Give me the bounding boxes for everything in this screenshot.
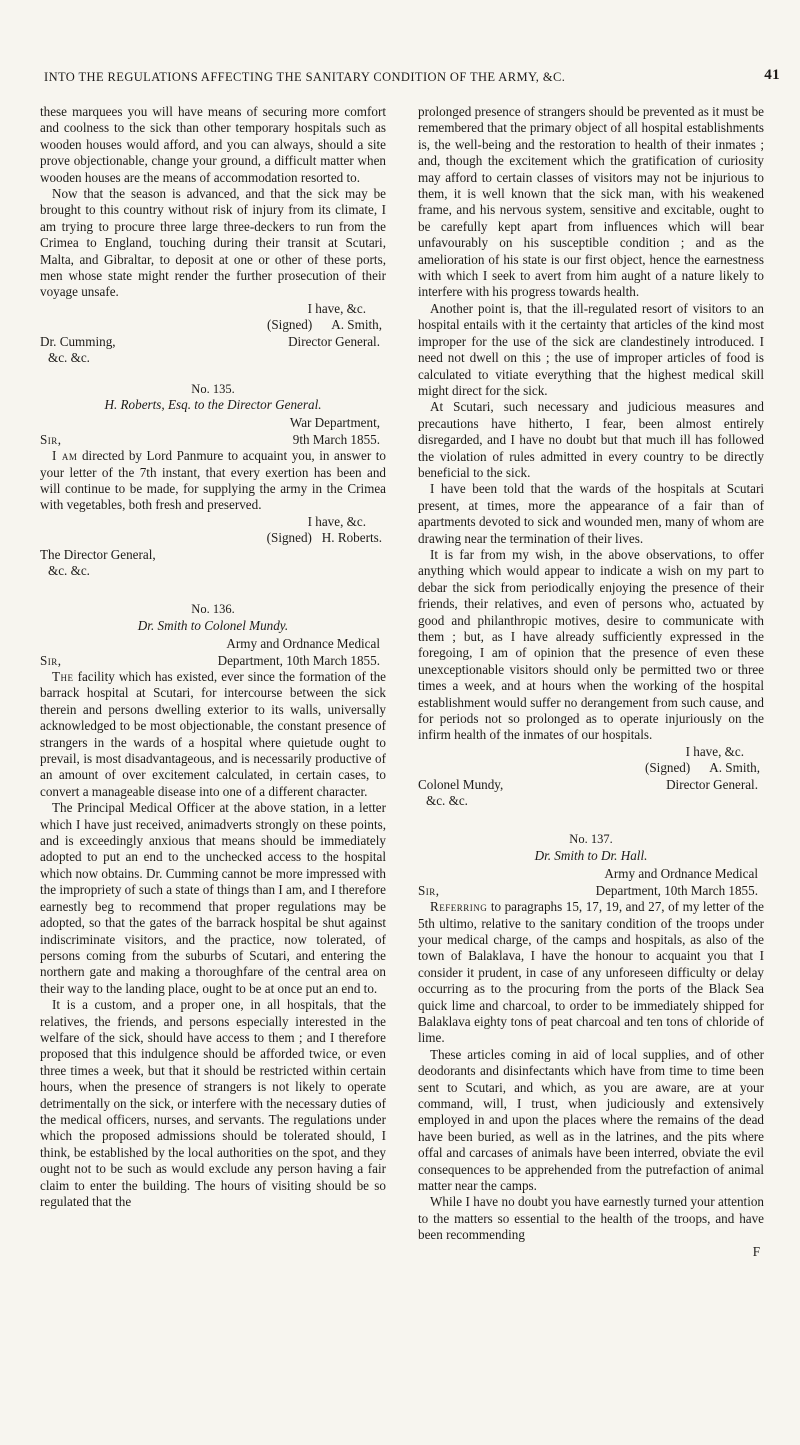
signed-line: (Signed) A. Smith, bbox=[645, 760, 760, 776]
closing-line: I have, &c. bbox=[685, 743, 744, 759]
closing-line: I have, &c. bbox=[307, 513, 366, 529]
paragraph: I have been told that the wards of the hospitals at Scutari present, at times, more the appearance of a fair than of apartments devoted to sick and wounded men, many of whom are drawing near the termination of their lives. bbox=[418, 481, 764, 546]
running-title: INTO THE REGULATIONS AFFECTING THE SANITARY CONDITION OF THE ARMY, &C. bbox=[44, 70, 566, 84]
department-date: Department, 10th March 1855. bbox=[217, 652, 380, 668]
paragraph-text: facility which has existed, ever since the formation of the barrack hospital at Scutari, for intercourse between the sick therein and persons dwelling exterior to its walls, universally acknowledged to be most objectionable, the constant presence of strangers in the wards of a hospital where quietude ought to prevail, is most disadvantageous, and is necessarily productive of an amount of over excitement calculated, in certain cases, to convert a manageable disease into one of a different character. bbox=[40, 669, 386, 799]
addressee: Dr. Cumming, bbox=[40, 333, 116, 349]
salutation-row bbox=[40, 432, 386, 448]
letter-title: H. Roberts, Esq. to the Director General. bbox=[104, 396, 322, 412]
paragraph bbox=[40, 448, 386, 514]
addressee: The Director General, bbox=[40, 546, 156, 562]
signer-title: Director General. bbox=[288, 333, 380, 349]
salutation-row bbox=[418, 883, 764, 899]
salutation: Sir, bbox=[40, 431, 62, 447]
paragraph: It is far from my wish, in the above observations, to offer anything which would appear to indicate a wish on my part to debar the sick from periodically enjoying the presence of their friends, their relatives, and even of persons who, actuated by good and philanthropic motives, desire to communicate with them ; but, as I have already sufficiently expressed in the foregoing, I am of opinion that the presence of even these unexceptionable visitors should only be permitted two or three times a week, and at hours when the working of the hospital establishment would suffer no derangement from such cause, and for periods not so prolonged as to operate injuriously on the infirm health of the inmates of our hospitals. bbox=[418, 546, 764, 743]
right-column bbox=[418, 104, 764, 1260]
letter-date: 9th March 1855. bbox=[292, 431, 380, 447]
letter-number: No. 137. bbox=[569, 832, 613, 847]
paragraph bbox=[418, 899, 764, 1047]
paragraph bbox=[40, 669, 386, 800]
running-head bbox=[30, 67, 780, 90]
paragraph: It is a custom, and a proper one, in all hospitals, that the relatives, the friends, and persons especially interested in the welfare of the sick, should have access to them ; and I therefore proposed that this indulgence should be afforded twice, or even three times a week, but that it should be restricted within certain hours, when the presence of strangers is not likely to operate detrimentally on the sick, or interfere with the necessary duties of the medical officers, nurses, and servants. The regulations under which the proposed admissions should be tolerated should, I think, be established by the local authorities on the spot, and they ought not to be such as would exclude any person having a fair claim to enter the building. The hours of visiting should be so regulated that the bbox=[40, 997, 386, 1209]
etc-line: &c. &c. bbox=[426, 793, 468, 809]
signature-block bbox=[40, 514, 386, 580]
department-line: Army and Ordnance Medical bbox=[604, 866, 758, 882]
closing-line: I have, &c. bbox=[307, 300, 366, 316]
signature-block bbox=[418, 744, 764, 810]
letter-number: No. 135. bbox=[191, 381, 235, 396]
lead-word: I am bbox=[52, 448, 78, 464]
paragraph: While I have no doubt you have earnestly turned your attention to the matters so essential to the health of the troops, and have been recommending bbox=[418, 1194, 764, 1243]
paragraph-text: directed by Lord Panmure to acquaint you, in answer to your letter of the 7th instant, that every exertion has been and will continue to be made, for supplying the army in the Crimea with vegetables, both fresh and preserved. bbox=[40, 448, 386, 513]
salutation: Sir, bbox=[418, 882, 440, 898]
department-date: Department, 10th March 1855. bbox=[595, 882, 758, 898]
paragraph: At Scutari, such necessary and judicious measures and precautions have hitherto, I fear, been almost entirely disregarded, and I have no doubt but that much ill has followed the violation of rules admitted in every country to be directly beneficial to the sick. bbox=[418, 399, 764, 480]
salutation-row bbox=[40, 653, 386, 669]
department-line: Army and Ordnance Medical bbox=[226, 636, 380, 652]
addressee: Colonel Mundy, bbox=[418, 776, 504, 792]
paragraph: Another point is, that the ill-regulated resort of visitors to an hospital entails with it the certainty that articles of the kind most improper for the use of the sick are clandestinely introduced. I need not dwell on this ; the use of improper articles of food is calculated to vitiate everything that the highest medical skill might direct for the sick. bbox=[418, 300, 764, 398]
paragraph: Now that the season is advanced, and that the sick may be brought to this country without risk of injury from its climate, I am trying to procure three large three-deckers to run from the Crimea to England, touching during their transit at Scutari, Malta, and Gibraltar, to deposit at one or other of these ports, men whose state might render the further prosecution of their voyage unsafe. bbox=[40, 186, 386, 300]
lead-word: Referring bbox=[430, 899, 488, 915]
signed-line: (Signed) A. Smith, bbox=[267, 317, 382, 333]
department-line: War Department, bbox=[289, 415, 380, 431]
salutation: Sir, bbox=[40, 652, 62, 668]
paragraph: these marquees you will have means of securing more comfort and coolness to the sick than other temporary hospitals such as wooden houses would afford, and you can always, should a site prove objectionable, change your ground, a difficult matter when wooden houses are the means of accommodation resorted to. bbox=[40, 104, 386, 185]
left-column bbox=[40, 104, 386, 1210]
catchword: F bbox=[752, 1243, 760, 1259]
paragraph: The Principal Medical Officer at the above station, in a letter which I have just received, animadverts strongly on these points, and is exceedingly anxious that means should be immediately adopted to put an end to the unchecked access to the hospital which now obtains. Dr. Cumming cannot be more impressed with the impropriety of such a state of things than I am, and I therefore earnestly beg to recommend that proper regulations may be adopted, so that the gates of the barrack hospital be shut against indiscriminate visitors, and the practice, now tolerated, of persons coming from the suburbs of Scutari, and entering the northern gate and making a thoroughfare of the central area on their way to the landing place, ought to be at once put an end to. bbox=[40, 800, 386, 996]
lead-word: The bbox=[52, 669, 74, 684]
paragraph-text: to paragraphs 15, 17, 19, and 27, of my letter of the 5th ultimo, relative to the sanitary condition of the troops under your medical charge, of the camps and hospitals, as also of the town of Balaklava, I have the honour to acquaint you that I consider it prudent, in case of any unforeseen difficulty or delay occurring as to the procuring from the ports of the Black Sea quick lime and charcoal, to order to be immediately shipped for Balaklava eighty tons of peat charcoal and ten tons of chloride of lime. bbox=[418, 899, 764, 1046]
signed-line: (Signed) H. Roberts. bbox=[266, 530, 382, 546]
letter-title: Dr. Smith to Colonel Mundy. bbox=[137, 617, 289, 633]
etc-line: &c. &c. bbox=[48, 562, 90, 578]
letter-title: Dr. Smith to Dr. Hall. bbox=[534, 847, 648, 863]
signature-block bbox=[40, 301, 386, 367]
paragraph: prolonged presence of strangers should be prevented as it must be remembered that the primary object of all hospital establishments is, the well-being and the restoration to health of their inmates ; and, though the excitement which the gratification of curiosity may afford to certain classes of visitors may not be injurious to them, it is well known that the sick man, with his weakened frame, and his nervous system, sensitive and excitable, ought to be carefully kept apart from influences which will bear unfavourably on his susceptible condition ; and as the amelioration of his state is our first object, hence the earnestness with which I seek to avert from him aught of a nature likely to interfere with his progress towards health. bbox=[418, 104, 764, 300]
signer-title: Director General. bbox=[666, 776, 758, 792]
etc-line: &c. &c. bbox=[48, 350, 90, 366]
addressee-row bbox=[40, 334, 386, 350]
letter-number: No. 136. bbox=[191, 602, 235, 617]
page-number: 41 bbox=[764, 67, 780, 83]
addressee-row bbox=[418, 777, 764, 793]
paragraph: These articles coming in aid of local supplies, and of other deodorants and disinfectants which have from time to time been sent to Scutari, and which, as you are aware, are at your command, will, I trust, when judiciously and extensively employed in and upon the places where the remains of the dead have been buried, as well as in the latrines, and the pits where offal and carcases of animals have been interred, obviate the evil consequences to be apprehended from the putrefaction of animal matter near the camps. bbox=[418, 1046, 764, 1193]
